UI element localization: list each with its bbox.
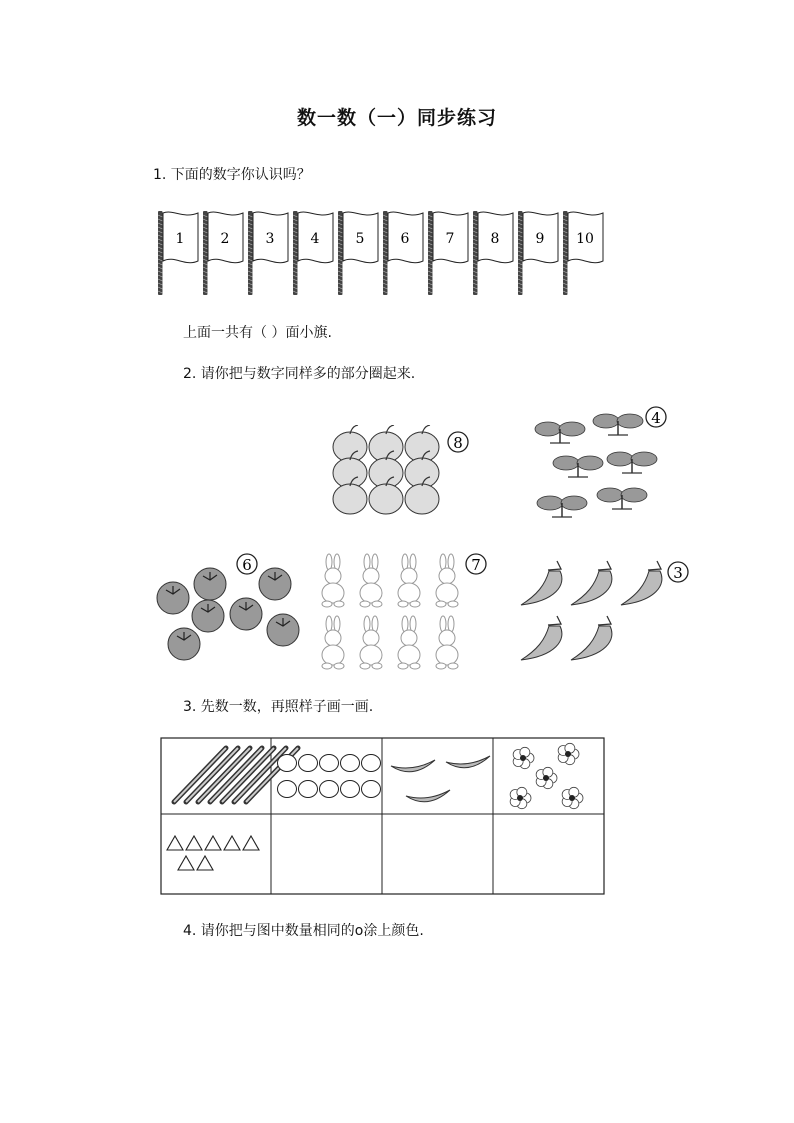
pepper-count-badge [668,562,688,582]
tomato-icon [168,628,200,660]
rabbit-count: 7 [471,556,481,574]
sprout-count: 4 [651,409,661,427]
sprout-group[interactable] [530,403,675,528]
flag-number: 4 [310,231,320,247]
flower-icon [558,743,579,764]
apple-count: 8 [453,434,463,452]
tomato-group[interactable] [150,548,305,666]
rabbit-group[interactable] [315,548,495,670]
tomato-icon [192,600,224,632]
question-1-answer-line: 上面一共有（ ）面小旗. [183,325,332,341]
pepper-icon [621,561,662,605]
sprout-count-badge [646,407,666,427]
question-3-prompt: 3. 先数一数，再照样子画一画. [183,699,374,715]
tomato-icon [194,568,226,600]
rabbit-icon [436,616,458,669]
tomato-count: 6 [242,556,252,574]
oval-icon [299,755,318,772]
triangle-icon [186,836,202,850]
tomato-icon [259,568,291,600]
question-1-prompt: 1. 下面的数字你认识吗？ [153,167,311,183]
flower-icon [536,767,557,788]
apple-icon [405,425,439,462]
pepper-group[interactable] [515,555,695,667]
flag-number: 7 [445,231,455,247]
oval-icon [278,781,297,798]
tomato-icons [157,568,299,660]
pepper-icon [521,616,562,660]
triangle-icon [224,836,240,850]
triangle-icon [243,836,259,850]
answer-cell-flowers[interactable] [494,815,603,893]
sprout-icon [607,452,657,473]
banana-icons [391,756,490,802]
rabbit-icon [398,554,420,607]
pepper-icon [571,561,612,605]
flower-icon [562,787,583,808]
sprout-icon [535,422,585,443]
flag-number: 1 [175,231,185,247]
oval-icon [278,755,297,772]
triangle-icon [197,856,213,870]
sprout-icon [553,456,603,477]
flag-icon[interactable] [563,211,603,295]
pepper-icon [571,616,612,660]
flag-icon[interactable] [338,211,378,295]
rabbit-icon [398,616,420,669]
oval-icons [278,755,381,798]
apple-icon [369,425,403,462]
answer-cell-bananas[interactable] [383,815,492,893]
flag-icon[interactable] [293,211,333,295]
apple-icon [333,425,367,462]
flag-number: 3 [265,231,275,247]
sprout-icon [597,488,647,509]
flag-number: 8 [490,231,500,247]
triangle-icon [178,856,194,870]
triangle-icon [205,836,221,850]
oval-icon [341,781,360,798]
triangle-icon [167,836,183,850]
rabbit-icon [322,616,344,669]
flag-icon[interactable] [428,211,468,295]
rabbit-icon [436,554,458,607]
flower-icon [510,787,531,808]
drawing-table [158,736,606,896]
example-triangle-icons [167,836,259,870]
banana-icon [446,756,490,768]
oval-icon [320,781,339,798]
apple-count-badge [448,432,468,452]
flag-icon[interactable] [248,211,288,295]
rabbit-icon [360,616,382,669]
oval-icon [341,755,360,772]
oval-icon [362,781,381,798]
question-4-prompt: 4. 请你把与图中数量相同的o涂上颜色. [183,923,424,939]
page-title: 数一数（一）同步练习 [296,107,497,129]
tomato-count-badge [237,554,257,574]
flag-number: 6 [400,231,410,247]
flower-icons [510,743,583,808]
oval-icon [362,755,381,772]
flag-number: 9 [535,231,545,247]
rabbit-count-badge [466,554,486,574]
rabbit-icon [360,554,382,607]
sprout-icon [593,414,643,435]
rabbit-icons [322,554,458,669]
flag-number: 5 [355,231,365,247]
flag-icon[interactable] [158,211,198,295]
tomato-icon [230,598,262,630]
pepper-count: 3 [673,564,683,582]
apple-icons [333,425,439,514]
sprout-icons [535,414,657,517]
apple-group[interactable] [330,425,475,520]
oval-icon [320,755,339,772]
banana-icon [391,760,435,772]
flag-icon[interactable] [518,211,558,295]
tomato-icon [157,582,189,614]
flower-icon [513,747,534,768]
flag-number: 10 [576,231,594,247]
flag-icon[interactable] [383,211,423,295]
question-2-prompt: 2. 请你把与数字同样多的部分圈起来. [183,366,416,382]
flag-row [150,205,620,300]
pepper-icon [521,561,562,605]
pepper-icons [521,561,662,660]
oval-icon [299,781,318,798]
answer-cell-ovals[interactable] [272,815,381,893]
flag-icon[interactable] [203,211,243,295]
flag-number: 2 [220,231,230,247]
rabbit-icon [322,554,344,607]
tomato-icon [267,614,299,646]
sprout-icon [537,496,587,517]
flag-icon[interactable] [473,211,513,295]
banana-icon [406,790,450,802]
